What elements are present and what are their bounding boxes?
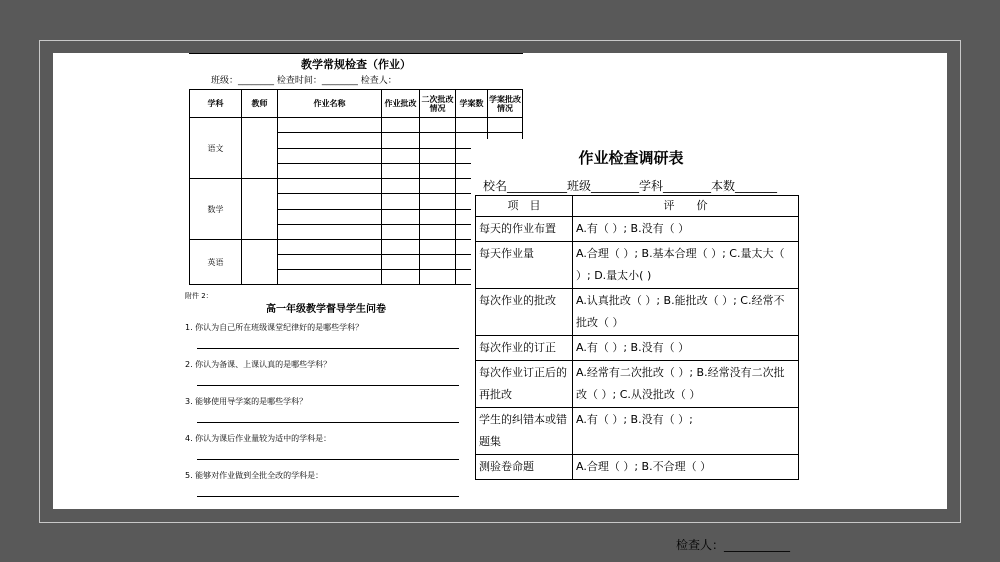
row-item: 每天的作业布置	[476, 217, 573, 242]
row-eval: A.有（ ）; B.没有（ ）	[573, 336, 799, 361]
row-eval: A.有（ ）; B.没有（ ）	[573, 217, 799, 242]
form-meta: 班级：________ 检查时间：________ 检查人：	[211, 76, 397, 86]
answer-line-1	[197, 348, 459, 349]
row-item: 每次作业订正后的再批改	[476, 361, 573, 408]
header-case-count: 学案数	[456, 90, 488, 118]
question-5: 5. 能够对作业做到全批全改的学科是：	[185, 471, 324, 480]
slide	[53, 53, 947, 552]
header-item: 项 目	[476, 196, 573, 217]
header-subject: 学科	[190, 90, 242, 118]
question-4: 4. 你认为课后作业量较为适中的学科是：	[185, 434, 332, 443]
answer-line-3	[197, 422, 459, 423]
header-grading: 作业批改	[382, 90, 420, 118]
student-questionnaire	[181, 286, 471, 509]
header-second-grading: 二次批改情况	[420, 90, 456, 118]
form-title: 教学常规检查（作业）	[301, 58, 411, 71]
header-teacher: 教师	[242, 90, 278, 118]
homework-survey-form	[471, 139, 891, 552]
row-eval: A.有（ ）; B.没有（ ）;	[573, 408, 799, 455]
row-item: 每次作业的批改	[476, 289, 573, 336]
row-item: 每天作业量	[476, 242, 573, 289]
row-item: 测验卷命题	[476, 455, 573, 480]
row-item: 每次作业的订正	[476, 336, 573, 361]
inspector-signature: 检查人：___________	[676, 538, 791, 552]
top-rule	[189, 53, 523, 54]
questionnaire-title: 高一年级教学督导学生问卷	[266, 304, 386, 315]
row-eval: A.经常有二次批改（ ）; B.经常没有二次批改（ ）; C.从没批改（ ）	[573, 361, 799, 408]
row-item: 学生的纠错本或错题集	[476, 408, 573, 455]
header-homework-name: 作业名称	[278, 90, 382, 118]
attachment-note: 附件 2：	[185, 292, 213, 300]
question-3: 3. 能够使用导学案的是哪些学科？	[185, 397, 308, 406]
header-evaluation: 评 价	[573, 196, 799, 217]
survey-title: 作业检查调研表	[578, 149, 684, 167]
subject-english: 英语	[190, 240, 242, 285]
row-eval: A.认真批改（ ）; B.能批改（ ）; C.经常不批改（ ）	[573, 289, 799, 336]
row-eval: A.合理（ ）; B.不合理（ ）	[573, 455, 799, 480]
survey-table	[475, 195, 799, 480]
answer-line-2	[197, 385, 459, 386]
answer-line-5	[197, 496, 459, 497]
row-eval: A.合理（ ）; B.基本合理（ ）; C.量太大（ ）; D.量太小( )	[573, 242, 799, 289]
question-1: 1. 你认为自己所在班级课堂纪律好的是哪些学科？	[185, 323, 364, 332]
survey-meta: 校名__________班级________学科________本数_______	[483, 179, 778, 193]
question-2: 2. 你认为备课、上课认真的是哪些学科？	[185, 360, 332, 369]
header-case-grading: 学案批改情况	[488, 90, 523, 118]
subject-chinese: 语文	[190, 118, 242, 179]
subject-math: 数学	[190, 179, 242, 240]
answer-line-4	[197, 459, 459, 460]
